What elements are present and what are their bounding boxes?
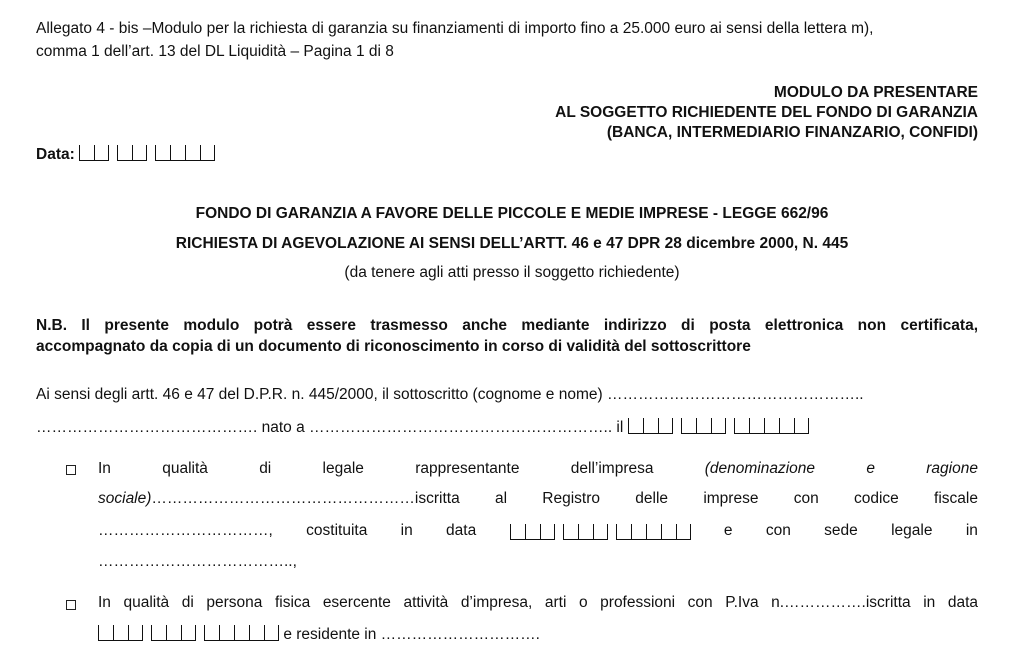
destination-line1: MODULO DA PRESENTARE <box>773 84 978 101</box>
option1-line2 <box>98 490 978 508</box>
word: di <box>259 460 272 477</box>
date-field <box>36 145 215 164</box>
declarant-line2 <box>36 418 809 437</box>
word: legale <box>891 522 933 539</box>
option1-line3 <box>98 522 978 540</box>
birth-date-boxes[interactable] <box>628 418 809 434</box>
word: data <box>446 522 477 539</box>
word: e <box>866 460 875 477</box>
document-header-line2: comma 1 dell’art. 13 del DL Liquidità – Pagina 1 di 8 <box>36 43 394 60</box>
word: e <box>723 522 733 539</box>
word: sede <box>824 522 858 539</box>
incorporation-date-boxes[interactable] <box>510 524 691 540</box>
word: In <box>98 460 111 477</box>
option2-checkbox[interactable] <box>66 598 76 616</box>
word: dell’impresa <box>570 460 654 477</box>
destination-line3: (BANCA, INTERMEDIARIO FINANZARIO, CONFIDI) <box>606 124 978 141</box>
title-line2: RICHIESTA DI AGEVOLAZIONE AI SENSI DELL’ARTT. 46 e 47 DPR 28 dicembre 2000, N. 445 <box>175 235 849 252</box>
option2-line1: In qualità di persona fisica esercente attività d’impresa, arti o professioni con P.Iva n.…………….iscritta in data <box>98 594 978 611</box>
option1-register-text: ……………………………………………iscritta al Registro delle imprese con codice fiscale <box>151 490 978 507</box>
option1-line4: ……………………………….., <box>98 553 297 570</box>
date-label: Data: <box>36 146 75 163</box>
vat-registration-date-boxes[interactable] <box>98 625 279 641</box>
nb-line1: N.B. Il presente modulo potrà essere trasmesso anche mediante indirizzo di posta elettronica non certificata, <box>36 317 978 334</box>
word: costituita <box>306 522 368 539</box>
date-boxes[interactable] <box>79 145 215 161</box>
document-header-line1: Allegato 4 - bis –Modulo per la richiesta di garanzia su finanziamenti di importo fino a 25.000 euro ai sensi della lettera m), <box>36 20 874 37</box>
word: legale <box>322 460 364 477</box>
nb-line2: accompagnato da copia di un documento di riconoscimento in corso di validità del sottoscrittore <box>36 338 751 355</box>
title-line1: FONDO DI GARANZIA A FAVORE DELLE PICCOLE E MEDIE IMPRESE - LEGGE 662/96 <box>195 205 829 222</box>
option1-checkbox[interactable] <box>66 463 76 481</box>
word: rappresentante <box>415 460 520 477</box>
tax-code-field: ……………………………, <box>98 522 273 539</box>
word: (denominazione <box>704 460 816 477</box>
word: ragione <box>926 460 978 477</box>
option1-line1 <box>98 460 978 478</box>
destination-line2: AL SOGGETTO RICHIEDENTE DEL FONDO DI GARANZIA <box>555 104 978 121</box>
word: qualità <box>162 460 208 477</box>
residence-label: e residente in …………………………. <box>283 626 540 643</box>
word: con <box>765 522 791 539</box>
word: in <box>400 522 413 539</box>
option2-line2 <box>98 625 540 644</box>
birthplace-label: ……………………………………. nato a ………………………………………………….. il <box>36 419 624 436</box>
word: in <box>965 522 978 539</box>
title-line3: (da tenere agli atti presso il soggetto richiedente) <box>344 264 680 281</box>
option1-social-label: sociale) <box>98 490 152 507</box>
declarant-line1: Ai sensi degli artt. 46 e 47 del D.P.R. n. 445/2000, il sottoscritto (cognome e nome) ………………………………………….. <box>36 386 864 403</box>
